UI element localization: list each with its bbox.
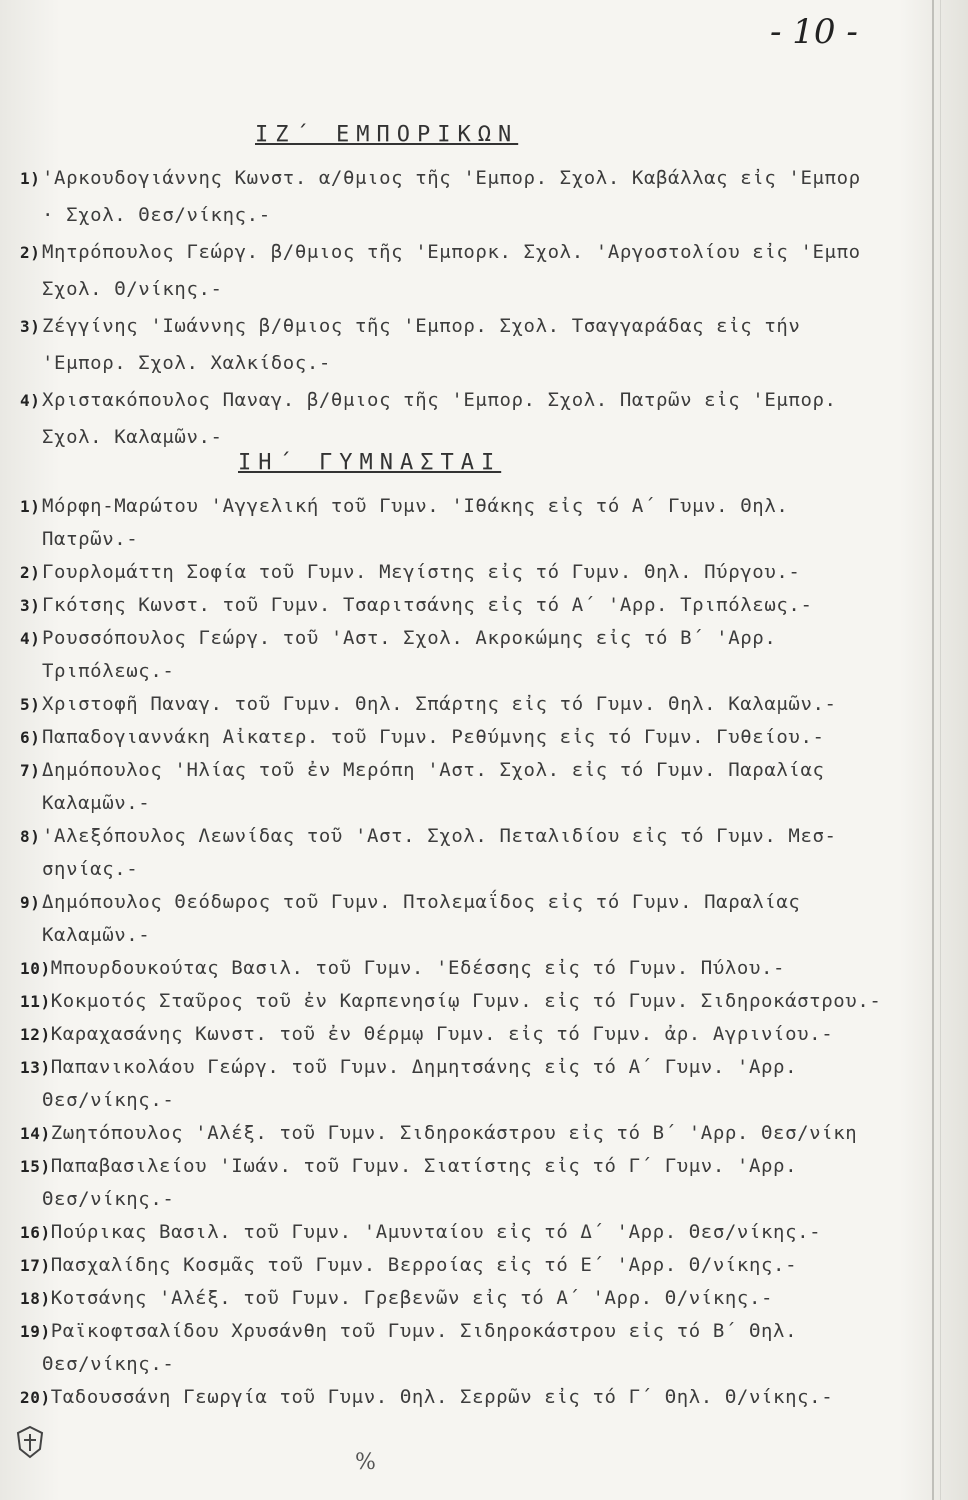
entry-text: 'Εμπορ. Σχολ. Χαλκίδος.- [42,352,331,374]
entry-number: 2) [20,563,41,582]
footer-mark: % [355,1450,376,1475]
section-heading: ΙΗ΄ ΓΥΜΝΑΣΤΑΙ [238,450,502,475]
entry-number: 14) [20,1124,51,1143]
entry-line [20,561,800,583]
entry-continuation [42,352,331,374]
entry-text: Ζέγγίνης 'Ιωάννης β/θμιος τῆς 'Εμπορ. Σχολ. Τσαγγαράδας εἰς τήν [42,315,801,337]
entry-text: Χριστακόπουλος Παναγ. β/θμιος τῆς 'Εμπορ. Σχολ. Πατρῶν εἰς 'Εμπορ. [42,389,837,411]
entry-text: Πασχαλίδης Κοσμᾶς τοῦ Γυμν. Βερροίας εἰς τό Ε΄ 'Αρρ. Θ/νίκης.- [50,1254,798,1276]
entry-continuation [42,792,150,814]
entry-line [20,825,837,847]
entry-continuation [42,858,138,880]
entry-text: Μπουρδουκούτας Βασιλ. τοῦ Γυμν. 'Εδέσσης εἰς τό Γυμν. Πύλου.- [50,957,786,979]
entry-number: 7) [20,761,41,780]
section-heading: ΙΖ΄ ΕΜΠΟΡΙΚΩΝ [255,122,519,147]
entry-text: Θεσ/νίκης.- [42,1188,175,1210]
entry-continuation [42,1089,174,1111]
entry-text: Θεσ/νίκης.- [42,1353,175,1375]
entry-line [20,1023,833,1045]
entry-number: 15) [20,1157,51,1176]
entry-continuation [42,426,223,448]
entry-line [20,1320,797,1342]
entry-text: Παπανικολάου Γεώργ. τοῦ Γυμν. Δημητσάνης εἰς τό Α΄ Γυμν. 'Αρρ. [50,1056,798,1078]
entry-line [20,495,788,517]
entry-number: 17) [20,1256,51,1275]
entry-line [20,726,825,748]
entry-line [20,891,800,913]
entry-line [20,1386,833,1408]
entry-number: 20) [20,1388,51,1407]
entry-number: 2) [20,243,41,262]
entry-text: Ζωητόπουλος 'Αλέξ. τοῦ Γυμν. Σιδηροκάστρου εἰς τό Β΄ 'Αρρ. Θεσ/νίκη [50,1122,858,1144]
entry-number: 13) [20,1058,51,1077]
entry-line [20,1287,773,1309]
entry-text: Πατρῶν.- [42,528,139,550]
entry-number: 12) [20,1025,51,1044]
entry-text: Παπαβασιλείου 'Ιωάν. τοῦ Γυμν. Σιατίστης εἰς τό Γ΄ Γυμν. 'Αρρ. [50,1155,798,1177]
entry-number: 3) [20,596,41,615]
entry-text: Κοτσάνης 'Αλέξ. τοῦ Γυμν. Γρεβενῶν εἰς τό Α΄ 'Αρρ. Θ/νίκης.- [50,1287,774,1309]
entry-number: 4) [20,629,41,648]
entry-text: Καλαμῶν.- [42,792,151,814]
entry-line [20,1122,857,1144]
emblem-icon [16,1425,44,1459]
entry-text: Τριπόλεως.- [42,660,175,682]
entry-text: Καλαμῶν.- [42,924,151,946]
entry-text: Σχολ. Καλαμῶν.- [42,426,223,448]
entry-number: 19) [20,1322,51,1341]
entry-continuation [42,528,138,550]
entry-text: Δημόπουλος Θεόδωρος τοῦ Γυμν. Πτολεμαΐδος εἰς τό Γυμν. Παραλίας [42,891,801,913]
entry-text: Γκότσης Κωνστ. τοῦ Γυμν. Τσαριτσάνης εἰς τό Α΄ 'Αρρ. Τριπόλεως.- [42,594,813,616]
entry-line [20,1155,797,1177]
entry-number: 5) [20,695,41,714]
entry-text: Μόρφη-Μαρώτου 'Αγγελική τοῦ Γυμν. 'Ιθάκης εἰς τό Α΄ Γυμν. Θηλ. [42,495,789,517]
entry-text: 'Αλεξόπουλος Λεωνίδας τοῦ 'Αστ. Σχολ. Πεταλιδίου εἰς τό Γυμν. Μεσ- [42,825,837,847]
entry-text: Ραϊκοφτσαλίδου Χρυσάνθη τοῦ Γυμν. Σιδηροκάστρου εἰς τό Β΄ Θηλ. [50,1320,798,1342]
entry-text: 'Αρκουδογιάννης Κωνστ. α/θμιος τῆς 'Εμπορ. Σχολ. Καβάλλας εἰς 'Εμπορ [42,167,861,189]
entry-text: Θεσ/νίκης.- [42,1089,175,1111]
entry-line [20,315,800,337]
entry-text: · Σχολ. Θεσ/νίκης.- [42,204,271,226]
binding-rule [932,0,934,1500]
entry-line [20,693,837,715]
entry-text: Σχολ. Θ/νίκης.- [42,278,223,300]
entry-line [20,594,813,616]
entry-line [20,389,837,411]
entry-number: 1) [20,169,41,188]
entry-number: 6) [20,728,41,747]
entry-continuation [42,1353,174,1375]
entry-text: Πούρικας Βασιλ. τοῦ Γυμν. 'Αμυνταίου εἰς τό Δ΄ 'Αρρ. Θεσ/νίκης.- [50,1221,822,1243]
entry-line [20,759,825,781]
entry-number: 9) [20,893,41,912]
entry-number: 1) [20,497,41,516]
entry-text: Δημόπουλος 'Ηλίας τοῦ ἐν Μερόπη 'Αστ. Σχολ. εἰς τό Γυμν. Παραλίας [42,759,825,781]
binding-rule-secondary [940,0,941,1500]
entry-text: Ταδουσσάνη Γεωργία τοῦ Γυμν. Θηλ. Σερρῶν εἰς τό Γ΄ Θηλ. Θ/νίκης.- [50,1386,834,1408]
entry-number: 10) [20,959,51,978]
entry-line [20,1056,797,1078]
entry-line [20,957,785,979]
page-number: - 10 - [770,12,858,52]
entry-text: Ρουσσόπουλος Γεώργ. τοῦ 'Αστ. Σχολ. Ακροκώμης εἰς τό Β΄ 'Αρρ. [42,627,777,649]
entry-continuation [42,1188,174,1210]
entry-number: 18) [20,1289,51,1308]
entry-line [20,1221,821,1243]
entry-continuation [42,278,223,300]
entry-line [20,627,776,649]
entry-number: 3) [20,317,41,336]
entry-number: 4) [20,391,41,410]
entry-number: 8) [20,827,41,846]
entry-line [20,990,881,1012]
entry-text: Γουρλομάττη Σοφία τοῦ Γυμν. Μεγίστης εἰς τό Γυμν. Θηλ. Πύργου.- [42,561,801,583]
entry-text: Κοκμοτός Σταῦρος τοῦ ἐν Καρπενησίῳ Γυμν. εἰς τό Γυμν. Σιδηροκάστρου.- [50,990,882,1012]
entry-number: 16) [20,1223,51,1242]
entry-continuation [42,924,150,946]
entry-text: Παπαδογιαννάκη Αἰκατερ. τοῦ Γυμν. Ρεθύμνης εἰς τό Γυμν. Γυθείου.- [42,726,825,748]
entry-line [20,1254,797,1276]
entry-number: 11) [20,992,51,1011]
entry-continuation [42,660,174,682]
entry-line [20,241,861,263]
entry-text: Χριστοφῆ Παναγ. τοῦ Γυμν. Θηλ. Σπάρτης εἰς τό Γυμν. Θηλ. Καλαμῶν.- [42,693,837,715]
entry-text: Καραχασάνης Κωνστ. τοῦ ἐν Θέρμῳ Γυμν. εἰς τό Γυμν. ἀρ. Αγρινίου.- [50,1023,834,1045]
entry-text: Μητρόπουλος Γεώργ. β/θμιος τῆς 'Εμπορκ. Σχολ. 'Αργοστολίου εἰς 'Εμπο [42,241,861,263]
entry-text: σηνίας.- [42,858,139,880]
entry-continuation [42,204,271,226]
entry-line [20,167,861,189]
